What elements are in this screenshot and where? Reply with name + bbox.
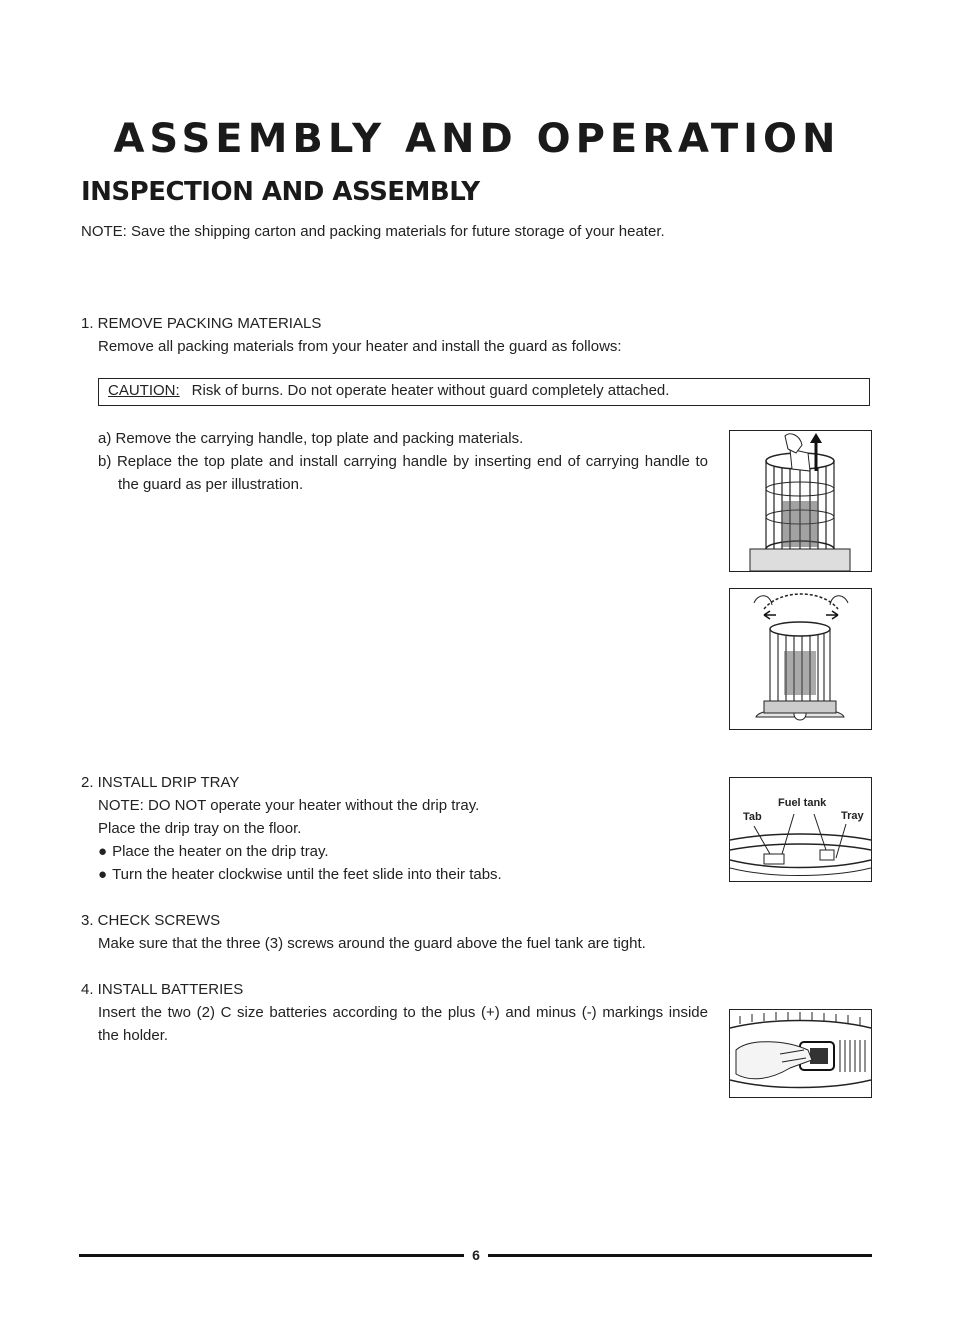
- tab-label: Tab: [743, 811, 762, 823]
- page-number: 6: [472, 1247, 480, 1263]
- fuel-tank-label: Fuel tank: [778, 797, 827, 809]
- step2-note: NOTE: DO NOT operate your heater without the drip tray.: [98, 797, 480, 814]
- footer-rule-right: [488, 1254, 872, 1257]
- step1-item-b: b) Replace the top plate and install carrying handle by inserting end of carrying handle to the guard as per illustration.: [98, 453, 708, 493]
- section-title: INSPECTION AND ASSEMBLY: [81, 177, 480, 207]
- step2-bullet1: ● Place the heater on the drip tray.: [98, 840, 329, 863]
- storage-note: NOTE: Save the shipping carton and packing materials for future storage of your heater.: [81, 223, 665, 240]
- step1-heading: 1. REMOVE PACKING MATERIALS: [81, 315, 322, 332]
- caution-label: CAUTION:: [108, 382, 180, 399]
- step3-heading: 3. CHECK SCREWS: [81, 912, 221, 929]
- caution-text: Risk of burns. Do not operate heater without guard completely attached.: [191, 382, 670, 399]
- page-title: ASSEMBLY AND OPERATION: [113, 116, 841, 162]
- tray-label: Tray: [841, 810, 864, 822]
- step4-text: Insert the two (2) C size batteries according to the plus (+) and minus (-) markings inside the holder.: [98, 1004, 708, 1044]
- figure-remove-top-plate: [729, 430, 872, 572]
- caution-box: [98, 378, 870, 406]
- figure-battery-holder: [729, 1009, 872, 1098]
- figure-install-handle: [729, 588, 872, 730]
- step2-heading: 2. INSTALL DRIP TRAY: [81, 774, 240, 791]
- step4-heading: 4. INSTALL BATTERIES: [81, 981, 244, 998]
- footer-rule-left: [79, 1254, 464, 1257]
- figure-drip-tray: [729, 777, 872, 882]
- step1-intro: Remove all packing materials from your heater and install the guard as follows:: [98, 338, 622, 355]
- step2-line1: Place the drip tray on the floor.: [98, 820, 302, 837]
- step3-text: Make sure that the three (3) screws around the guard above the fuel tank are tight.: [98, 935, 646, 952]
- step1-item-a: a) Remove the carrying handle, top plate and packing materials.: [98, 430, 524, 447]
- step2-bullet2: ● Turn the heater clockwise until the feet slide into their tabs.: [98, 863, 502, 886]
